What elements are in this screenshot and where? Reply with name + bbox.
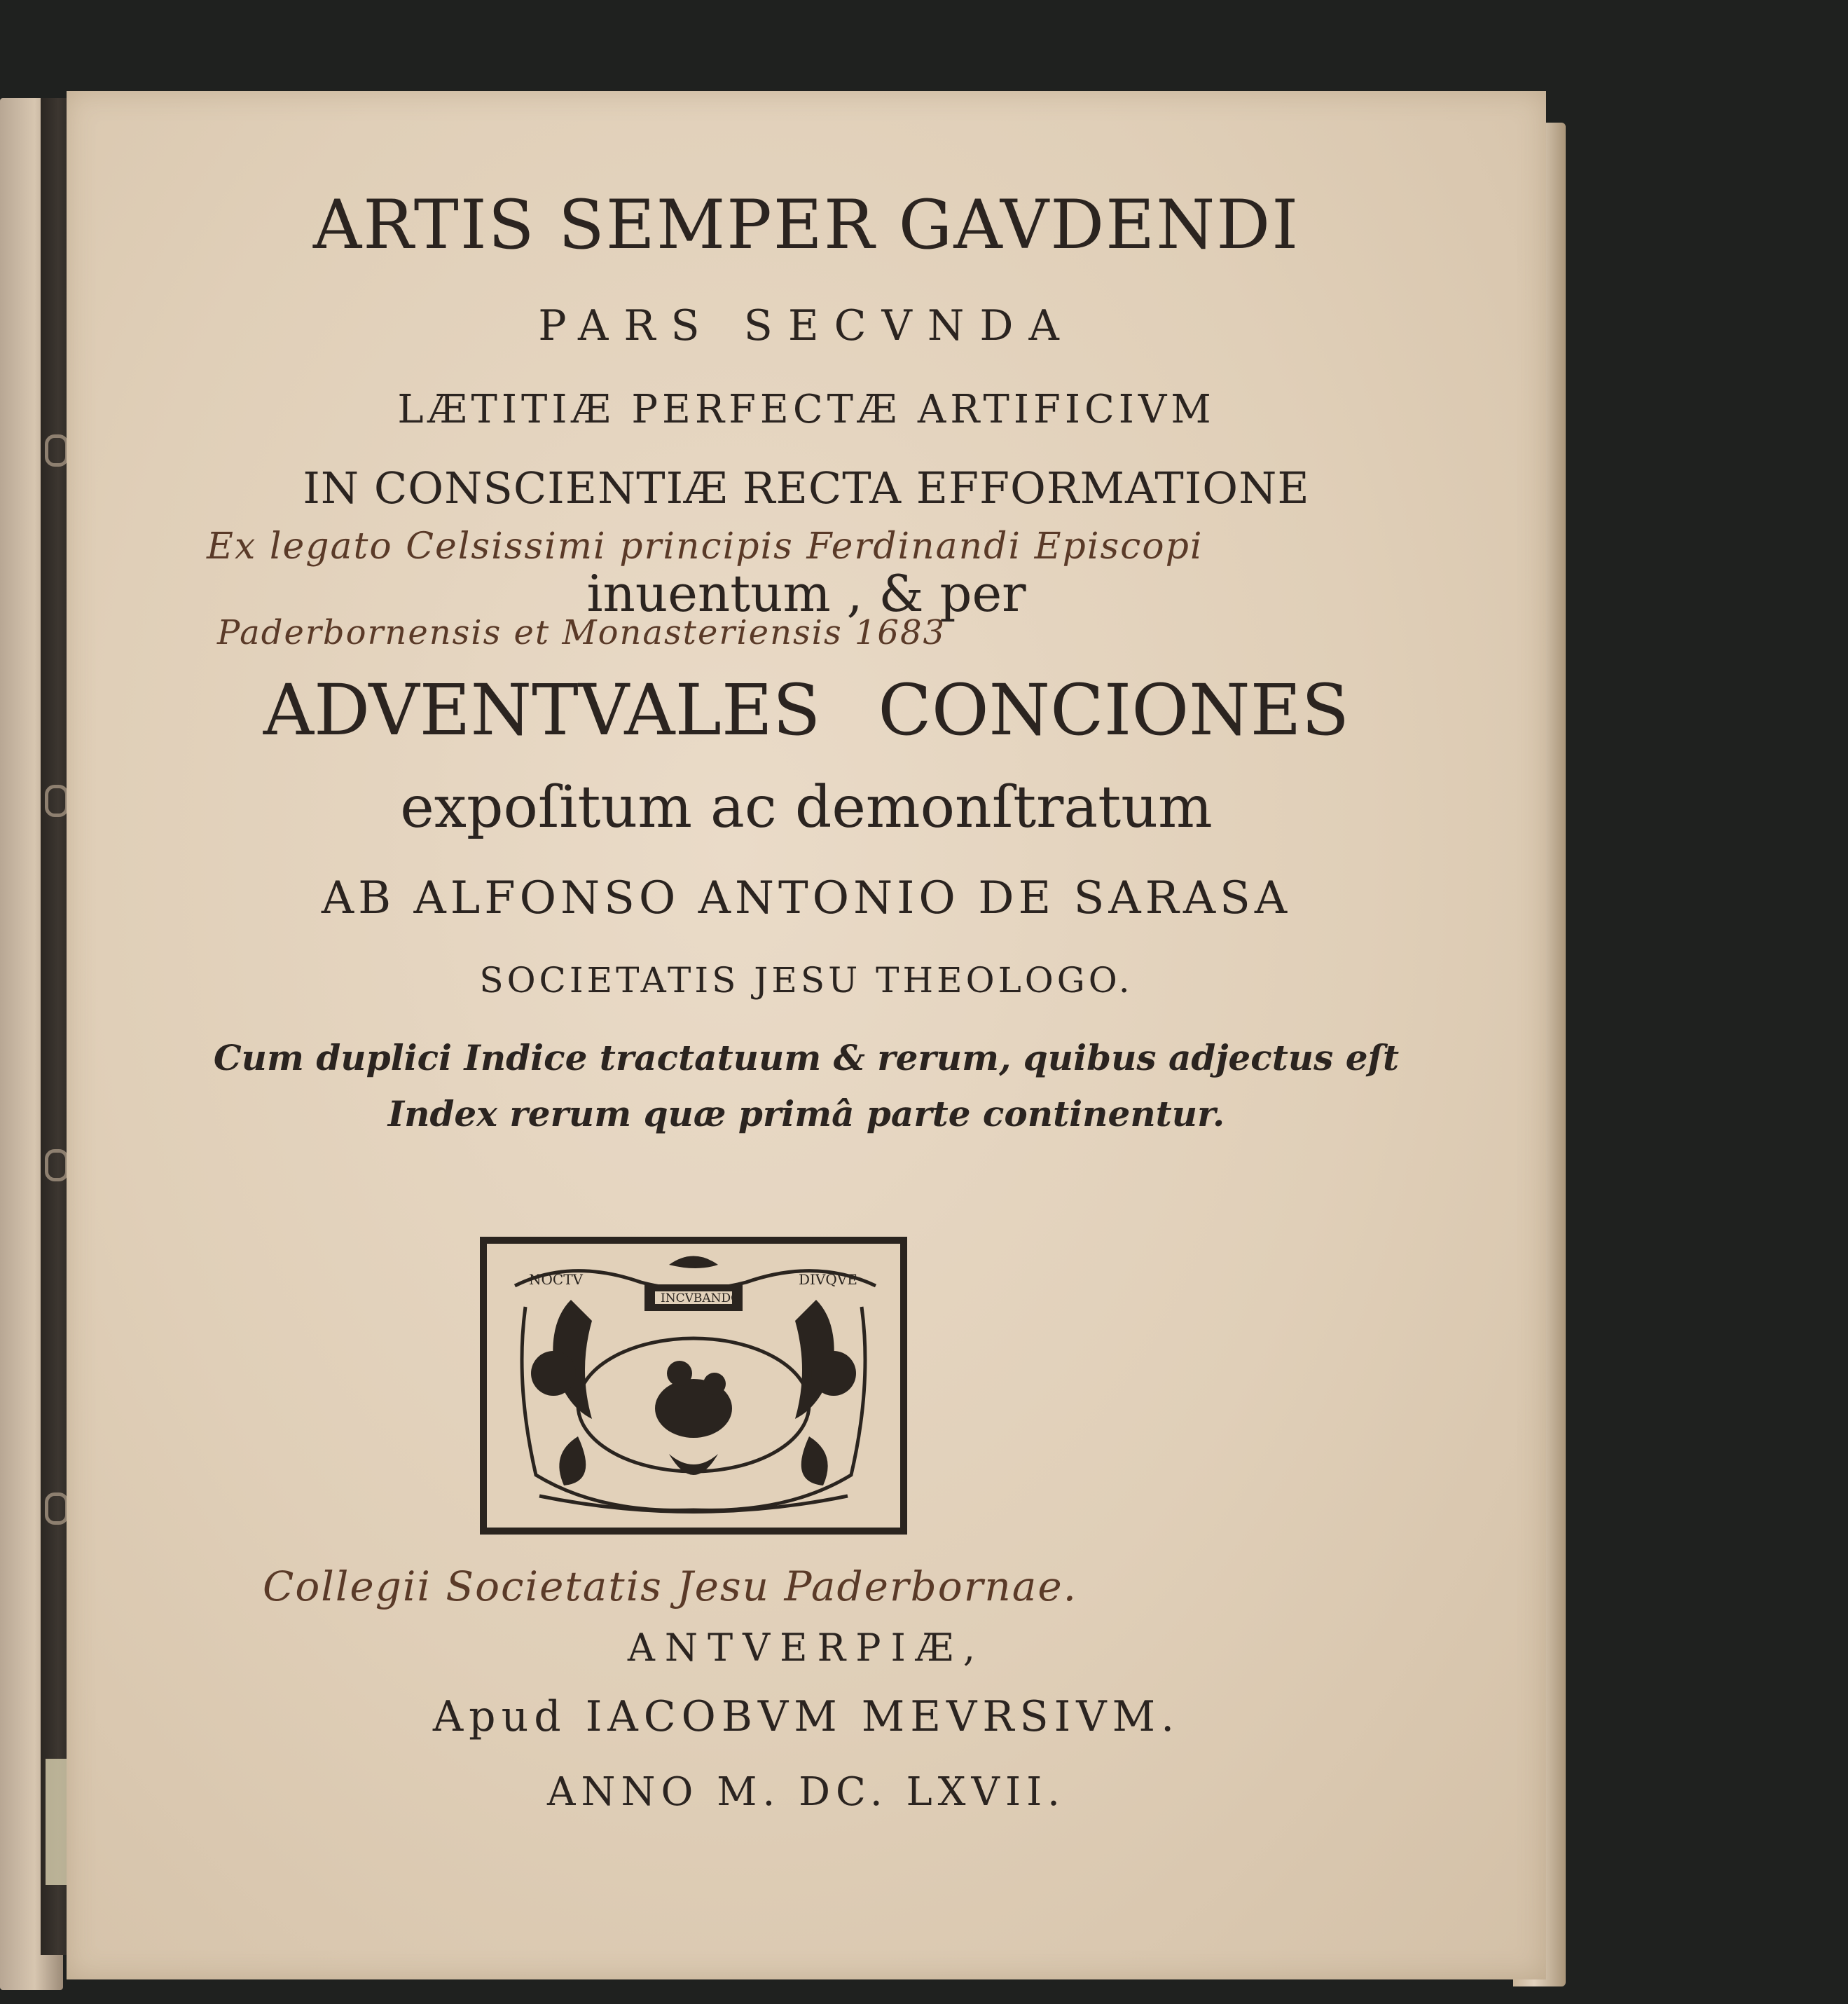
author-line: AB ALFONSO ANTONIO DE SARASA <box>321 872 1292 924</box>
index-note-line-1: Cum duplici Indice tractatuum & rerum, quibus adjectus eſt <box>213 1037 1400 1078</box>
handwritten-note-1: Ex legato Celsissimi principis Ferdinandi Episcopi <box>207 526 1204 568</box>
device-motto-right: DIVQVE <box>799 1271 857 1288</box>
handwritten-note-2: Paderbornensis et Monasteriensis 1683 <box>217 613 946 652</box>
binding-thread <box>45 434 69 467</box>
subtitle-line-1: LÆTITIÆ PERFECTÆ ARTIFICIVM <box>397 387 1215 432</box>
imprint-place: ANTVERPIÆ, <box>627 1626 986 1670</box>
handwritten-ownership-note: Collegii Societatis Jesu Paderbornae. <box>263 1563 1078 1610</box>
part-heading: PARS SECVNDA <box>538 301 1075 350</box>
printers-device-woodcut <box>480 1237 907 1535</box>
imprint-printer: Apud IACOBVM MEVRSIVM. <box>432 1692 1180 1741</box>
subtitle-line-2: IN CONSCIENTIÆ RECTA EFFORMATIONE <box>303 462 1310 514</box>
device-motto-left: NOCTV <box>529 1271 583 1288</box>
book-title: ARTIS SEMPER GAVDENDI <box>312 186 1300 264</box>
author-affiliation: SOCIETATIS JESU THEOLOGO. <box>479 960 1133 1001</box>
subtitle-line-5: expoſitum ac demonſtratum <box>400 774 1213 841</box>
subtitle-line-3: inuentum , & per <box>586 564 1026 623</box>
binding-thread <box>45 1492 69 1525</box>
binding-thread <box>45 1149 69 1181</box>
title-page <box>67 91 1546 1979</box>
device-motto-center: INCVBANDO <box>661 1291 741 1305</box>
index-note-line-2: Index rerum quæ primâ parte continentur. <box>387 1093 1225 1134</box>
subtitle-line-4: ADVENTVALES CONCIONES <box>263 669 1350 751</box>
binding-thread <box>45 785 69 817</box>
imprint-year: ANNO M. DC. LXVII. <box>547 1769 1066 1815</box>
